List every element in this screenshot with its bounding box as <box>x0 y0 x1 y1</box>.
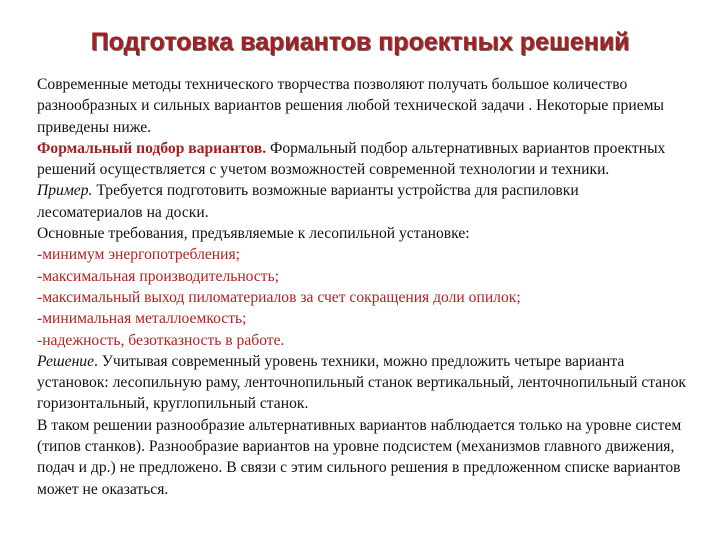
formal-heading: Формальный подбор вариантов. <box>37 139 267 157</box>
requirement-item: -максимальная производительность; <box>37 267 280 285</box>
formal-paragraph <box>37 138 687 181</box>
requirement-item: -минимум энергопотребления; <box>37 246 240 264</box>
requirement-item: -надежность, безотказность в работе. <box>37 331 285 349</box>
intro-paragraph: Современные методы технического творчества позволяют получать большое количество разнообразных и сильных вариантов решения любой технической задачи . Некоторые приемы приведены ниже. <box>37 76 664 136</box>
formal-text: Формальный подбор альтернативных вариантов проектных решений осуществляется с учетом возможностей современной технологии и техники. <box>37 139 666 179</box>
requirement-item: -минимальная металлоемкость; <box>37 310 247 328</box>
requirements-intro: Основные требования, предъявляемые к лесопильной установке: <box>37 225 470 243</box>
example-paragraph <box>37 180 687 223</box>
example-text: Требуется подготовить возможные варианты устройства для распиловки лесоматериалов на доски. <box>37 182 579 221</box>
solution-text: . Учитывая современный уровень техники, можно предложить четыре варианта установок: лесопильную раму, ленточнопильный станок вертикальный, ленточнопильный станок горизонтальный, круглопильный станок. <box>37 352 686 413</box>
requirement-item: -максимальный выход пиломатериалов за счет сокращения доли опилок; <box>37 288 521 306</box>
slide-title: Подготовка вариантов проектных решений <box>90 28 630 56</box>
slide-body <box>37 74 687 500</box>
conclusion-paragraph: В таком решении разнообразие альтернативных вариантов наблюдается только на уровне систем (типов станков). Разнообразие вариантов на уровне подсистем (механизмов главного движения, подач и др.) не предложено. В связи с этим сильного решения в предложенном списке вариантов может не оказаться. <box>37 416 682 498</box>
example-label: Пример. <box>37 182 93 200</box>
solution-label: Решение <box>37 352 95 370</box>
solution-paragraph <box>37 351 687 415</box>
